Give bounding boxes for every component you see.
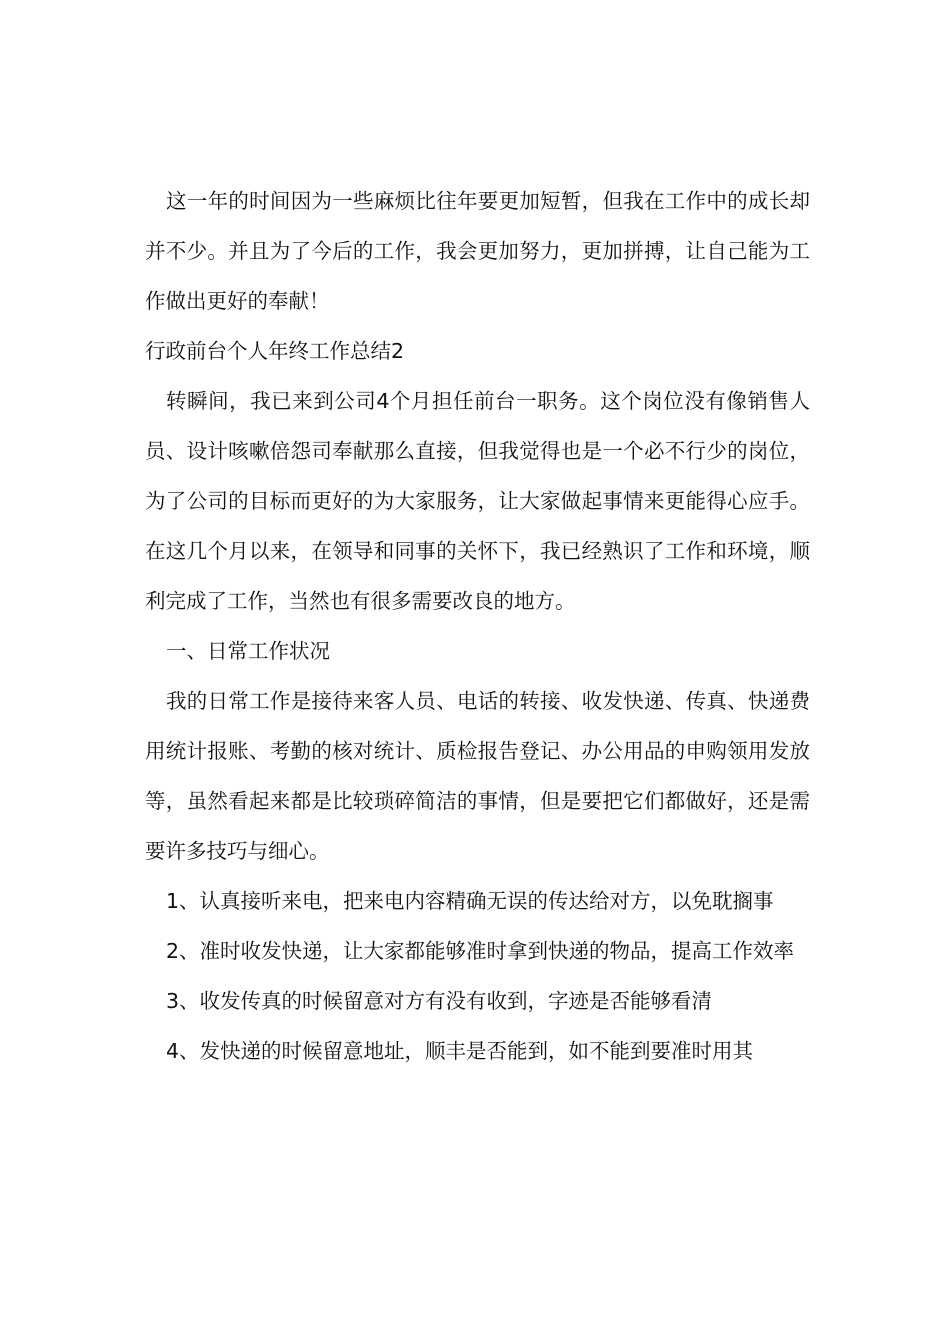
list-item-2: 2、准时收发快递，让大家都能够准时拿到快递的物品，提高工作效率 bbox=[166, 939, 795, 963]
list-item-4: 4、发快递的时候留意地址，顺丰是否能到，如不能到要准时用其 bbox=[166, 1039, 754, 1063]
list-item-1: 1、认真接听来电，把来电内容精确无误的传达给对方，以免耽搁事 bbox=[166, 889, 774, 913]
paragraph-daily-work: 我的日常工作是接待来客人员、电话的转接、收发快递、传真、快递费用统计报账、考勤的核对统计、质检报告登记、办公用品的申购领用发放等，虽然看起来都是比较琐碎简洁的事情，但是要把它们都做好，还是需要许多技巧与细心。 bbox=[145, 689, 810, 863]
document-body bbox=[145, 176, 810, 1076]
paragraph-closing-summary: 这一年的时间因为一些麻烦比往年要更加短暂，但我在工作中的成长却并不少。并且为了今后的工作，我会更加努力，更加拼搏，让自己能为工作做出更好的奉献！ bbox=[145, 189, 810, 313]
list-item-3: 3、收发传真的时候留意对方有没有收到，字迹是否能够看清 bbox=[166, 989, 713, 1013]
paragraph-intro: 转瞬间，我已来到公司4个月担任前台一职务。这个岗位没有像销售人员、设计咳嗽倍怨司奉献那么直接，但我觉得也是一个必不行少的岗位，为了公司的目标而更好的为大家服务，让大家做起事情来更能得心应手。在这几个月以来，在领导和同事的关怀下，我已经熟识了工作和环境，顺利完成了工作，当然也有很多需要改良的地方。 bbox=[145, 389, 810, 613]
section-title: 行政前台个人年终工作总结2 bbox=[145, 339, 405, 363]
subheading-daily-work: 一、日常工作状况 bbox=[166, 639, 330, 663]
